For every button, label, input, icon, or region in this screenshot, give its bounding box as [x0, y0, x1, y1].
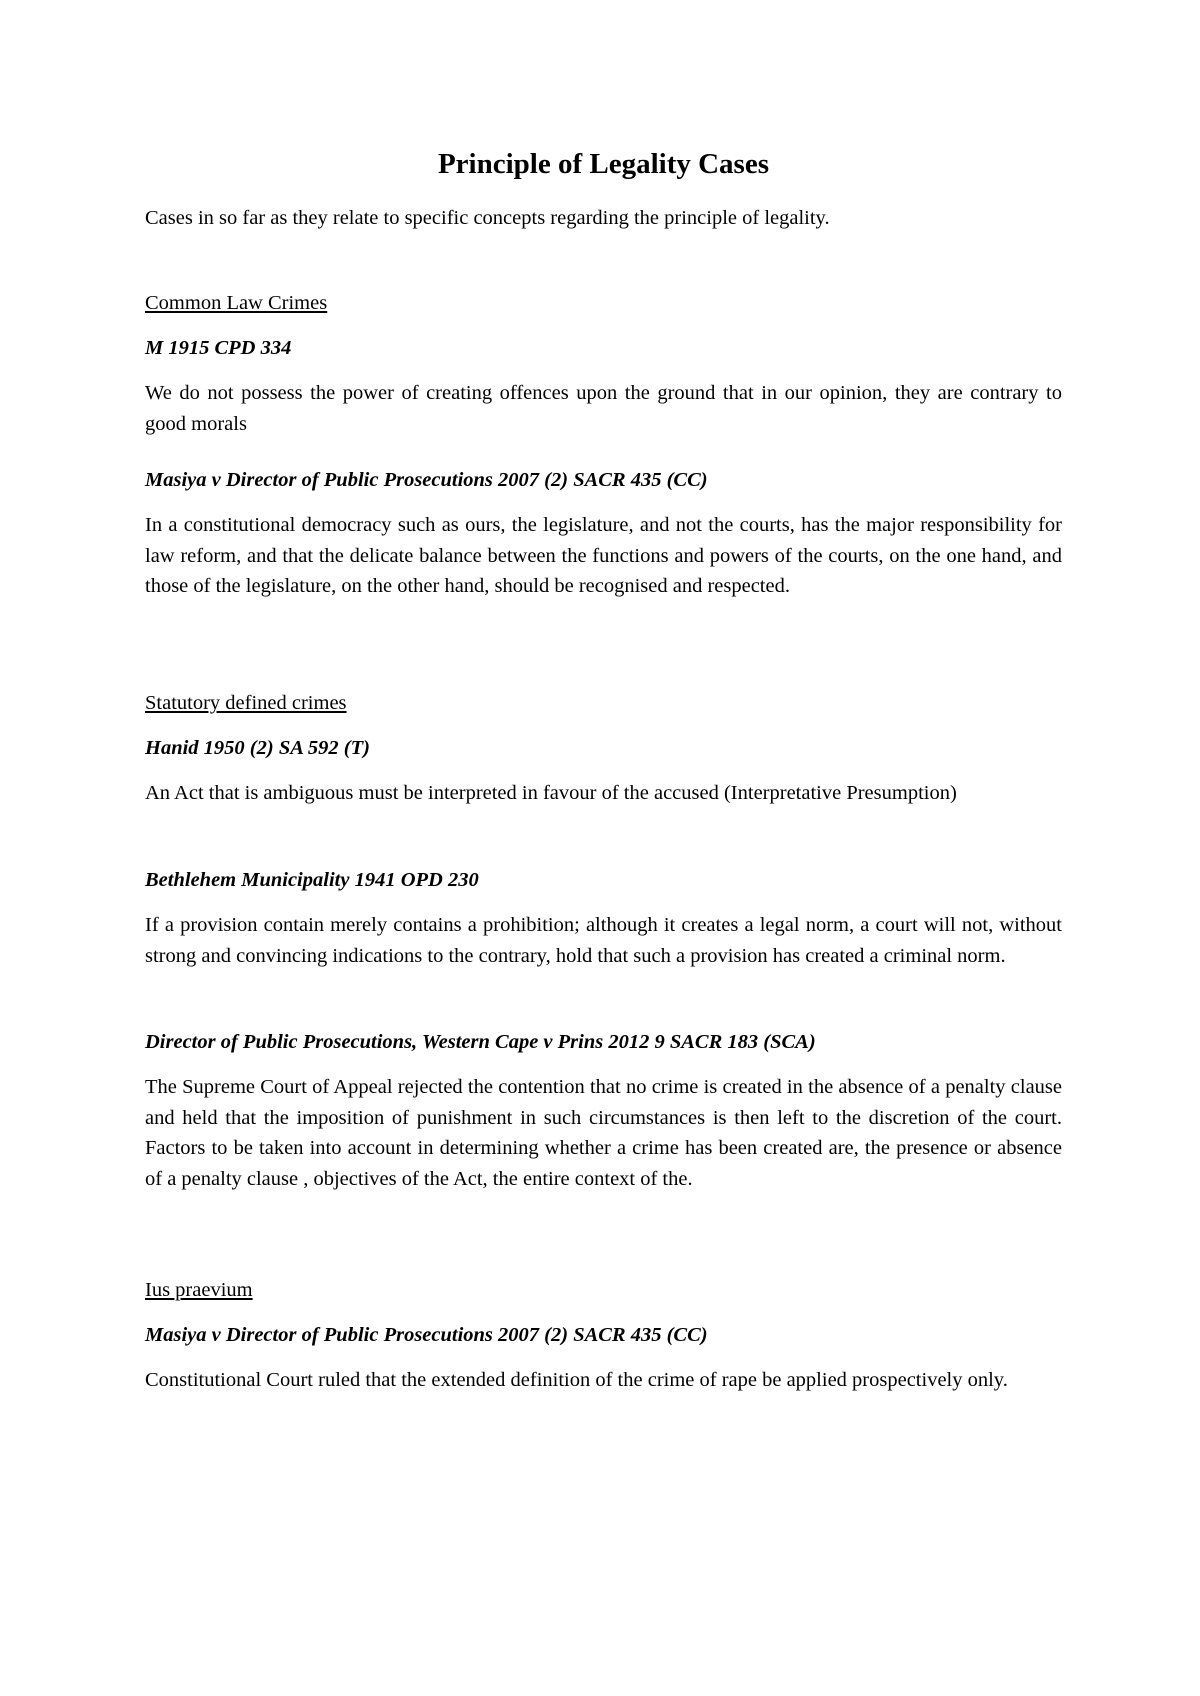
section-heading-common-law-crimes: Common Law Crimes: [145, 292, 328, 314]
case-summary: Constitutional Court ruled that the extended definition of the crime of rape be applied prospectively only.: [145, 1369, 1008, 1391]
case-summary: If a provision contain merely contains a prohibition; although it creates a legal norm, a court will not, without strong and convincing indications to the contrary, hold that such a provision has created a criminal norm.: [145, 914, 1062, 967]
section-heading-statutory-defined-crimes: Statutory defined crimes: [145, 692, 347, 714]
case-name: Masiya v Director of Public Prosecutions 2007 (2) SACR 435 (CC): [145, 469, 708, 491]
section-heading-ius-praevium: Ius praevium: [145, 1279, 253, 1301]
case-summary: In a constitutional democracy such as ours, the legislature, and not the courts, has the major responsibility for law reform, and that the delicate balance between the functions and powers of the courts, on the one hand, and those of the legislature, on the other hand, should be recognised and respected.: [145, 514, 1062, 597]
case-summary: We do not possess the power of creating offences upon the ground that in our opinion, they are contrary to good morals: [145, 382, 1062, 435]
intro-paragraph: Cases in so far as they relate to specific concepts regarding the principle of legality.: [145, 207, 830, 229]
case-name: M 1915 CPD 334: [145, 337, 292, 359]
case-summary: The Supreme Court of Appeal rejected the contention that no crime is created in the absence of a penalty clause and held that the imposition of punishment in such circumstances is then left to the discretion of the court. Factors to be taken into account in determining whether a crime has been created are, the presence or absence of a penalty clause , objectives of the Act, the entire context of the.: [145, 1076, 1062, 1190]
case-name: Director of Public Prosecutions, Western Cape v Prins 2012 9 SACR 183 (SCA): [145, 1031, 816, 1053]
case-name: Bethlehem Municipality 1941 OPD 230: [145, 869, 479, 891]
case-summary: An Act that is ambiguous must be interpreted in favour of the accused (Interpretative Presumption): [145, 782, 957, 804]
page-title: Principle of Legality Cases: [437, 148, 770, 180]
case-name: Masiya v Director of Public Prosecutions 2007 (2) SACR 435 (CC): [145, 1324, 708, 1346]
case-name: Hanid 1950 (2) SA 592 (T): [145, 737, 370, 759]
